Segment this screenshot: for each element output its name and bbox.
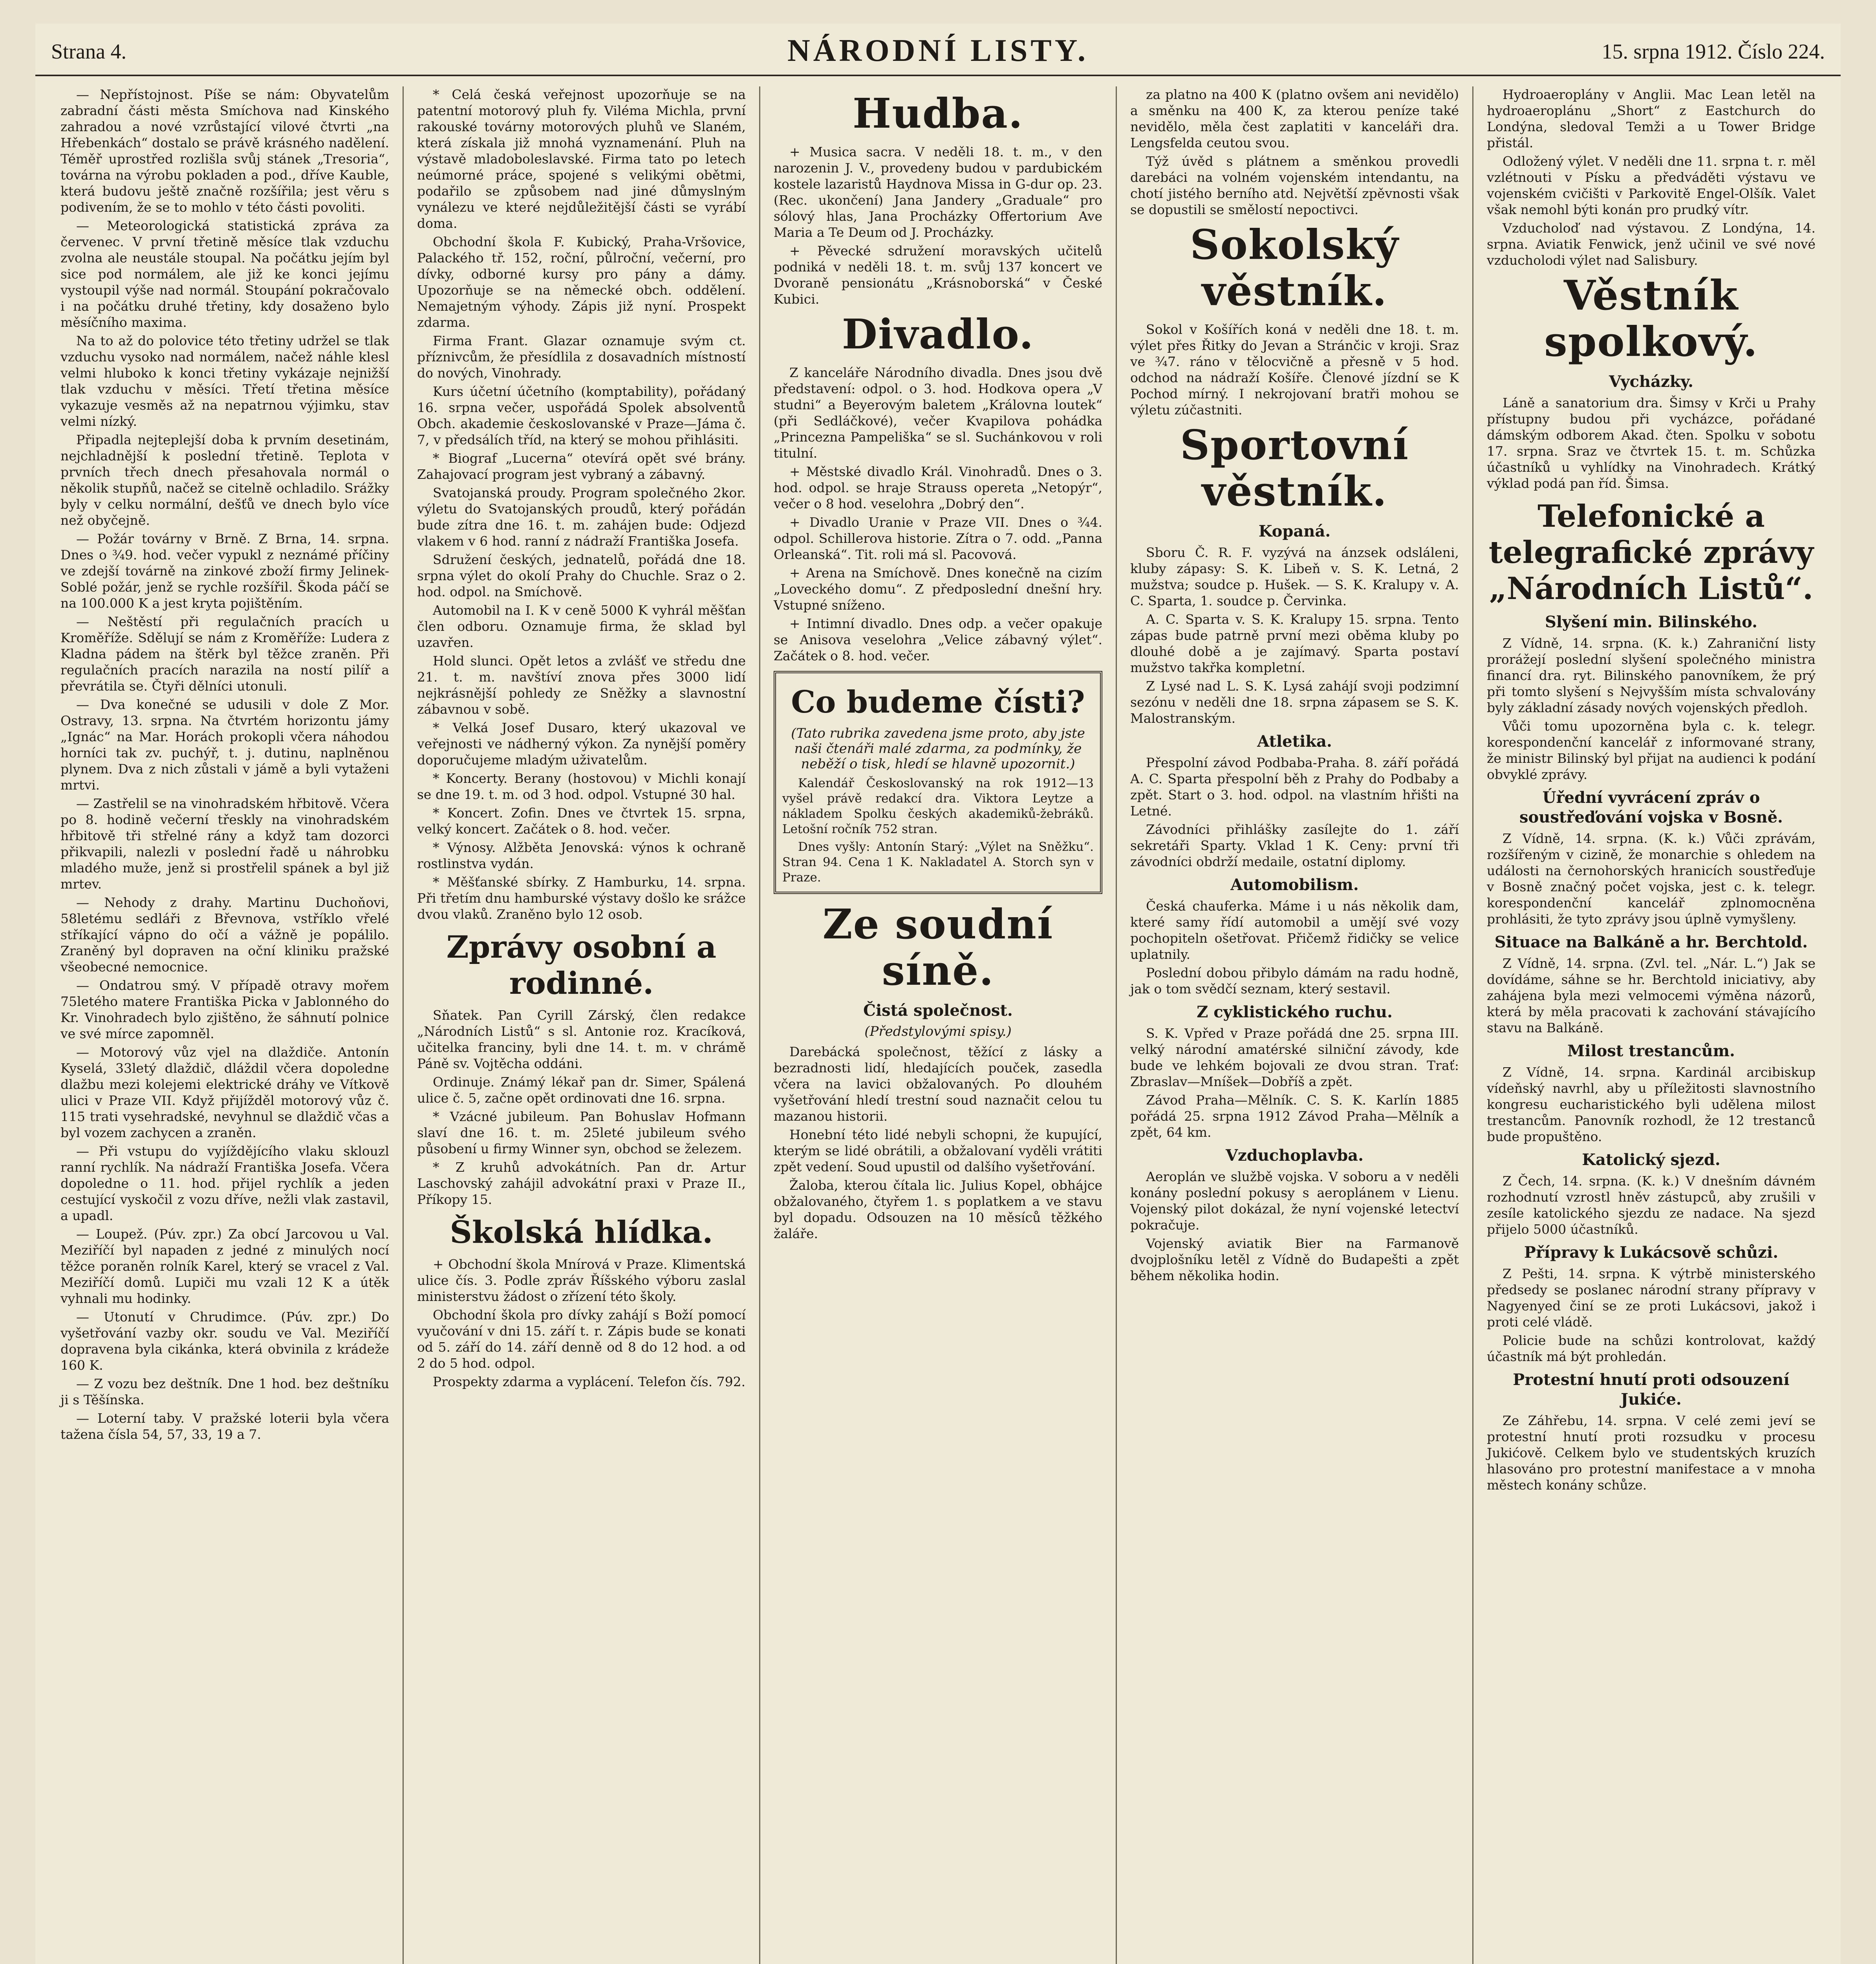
article-paragraph: — Dva konečné se udusili v dole Z Mor. Ostravy, 13. srpna. Na čtvrtém horizontu jámy „Ignác“ na Mar. Horách prokopli včera náhodou horníci tak zv. puchýř, t. j. dutinu, naplněnou plynem. Dva z nich zůstali v jámě a byli vytaženi mrtvi. [60,697,389,793]
article-paragraph: — Při vstupu do vyjíždějícího vlaku sklouzl ranní rychlík. Na nádraží Františka Josefa. Včera dopoledne o 11. hod. přijel rychlík a jeden cestující vyskočil z vozu dříve, nežli vlak zastavil, a upadl. [60,1143,389,1223]
section-heading-reading: Co budeme čísti? [791,684,1085,720]
article-paragraph: Žaloba, kterou čítala lic. Julius Kopel, obhájce obžalovaného, čtyřem 1. s poplatkem a ve stavu byl dopadu. Odsouzen na 10 měsíců těžkého žaláře. [774,1178,1102,1241]
article-paragraph: za platno na 400 K (platno ovšem ani nevidělo) a směnku na 400 K, za kterou peníze také nevidělo, měla čest zaplatiti v kanceláři dra. Lengsfelda ceutou svou. [1130,87,1459,150]
court-subnote: (Předstylovými spisy.) [864,1024,1012,1039]
article-paragraph: Ze Záhřebu, 14. srpna. V celé zemi jeví se protestní hnutí proti rozsudku v procesu Jukićově. Celkem bylo ve studentských kruzích hlasováno pro protestní manifestace a v mnoha městech konány schůze. [1487,1413,1816,1493]
reading-box [774,671,1102,894]
telegraph-sub-2: Úřední vyvrácení zpráv o soustřeďování vojska v Bosně. [1519,788,1783,826]
article-paragraph: Přespolní závod Podbaba-Praha. 8. září pořádá A. C. Sparta přespolní běh z Prahy do Podbaby a zpět. Start o 3. hod. odpol. na vlastním hřišti na Letné. [1130,755,1459,819]
section-heading-court: Ze soudní síně. [822,900,1054,995]
telegraph-sub-3: Situace na Balkáně a hr. Berchtold. [1494,933,1808,951]
article-paragraph: — Zastřelil se na vinohradském hřbitově. Včera po 8. hodině večerní třeskly na vinohradském hřbitově tři střelné rány a když tam dozorci přikvapili, nalezli v poslední řadě u náhrobku mladého muže, jenž si prostřelil spánek a byl již mrtev. [60,796,389,892]
column-1 [47,86,404,1964]
article-paragraph: * Koncert. Zofin. Dnes ve čtvrtek 15. srpna, velký koncert. Začátek o 8. hod. večer. [417,805,746,837]
article-paragraph: Sboru Č. R. F. vyzývá na ánzsek odsláleni, kluby zápasy: S. K. Libeň v. S. K. Letná, 2 mužstva; soudce p. Hušek. — S. K. Kralupy v. A. C. Sparta, 1. soudce p. Červinka. [1130,545,1459,608]
article-paragraph: Sdružení českých, jednatelů, pořádá dne 18. srpna výlet do okolí Prahy do Chuchle. Sraz o 2. hod. odpol. na Smíchově. [417,552,746,599]
article-paragraph: Automobil na I. K v ceně 5000 K vyhrál měšťan člen odboru. Oznamuje firma, že sklad byl uzavřen. [417,603,746,650]
sport-athletics: Atletika. [1257,732,1332,751]
article-paragraph: Láně a sanatorium dra. Šimsy v Krči u Prahy přístupny budou při vycházce, pořádané dámským odborem Akad. čten. Spolku v sobotu 17. srpna. Sraz ve čtvrtek 15. t. m. Schůzka účastníků u vyhlídky na Vinohradech. Krátký výklad podá pan říd. Šimsa. [1487,395,1816,491]
telegraph-sub-6: Přípravy k Lukácsově schůzi. [1524,1243,1779,1262]
telegraph-sub-7: Protestní hnutí proti odsouzení Jukiće. [1513,1370,1790,1409]
article-paragraph: * Z kruhů advokátních. Pan dr. Artur Laschovský zahájil advokátní praxi v Praze II., Příkopy 15. [417,1160,746,1207]
column-3 [760,86,1117,1964]
article-paragraph: + Musica sacra. V neděli 18. t. m., v den narozenin J. V., provedeny budou v pardubickém kostele lazaristů Haydnova Missa in G-dur op. 23. (Rec. ukončení) Jana Jandery „Graduale“ pro sólový hlas, Jana Procházky Offertorium Ave Maria a Te Deum od J. Procházky. [774,144,1102,240]
article-paragraph: + Obchodní škola Mnírová v Praze. Klimentská ulice čís. 3. Podle zpráv Říšského výboru zaslal ministerstvu žádost o zřízení této školy. [417,1257,746,1304]
section-heading-theatre: Divadlo. [842,310,1034,358]
article-paragraph: Obchodní škola pro dívky zahájí s Boží pomocí vyučování v dni 15. září t. r. Zápis bude se konati od 5. září do 14. září denně od 8 do 12 hod. a od 2 do 5 hod. odpol. [417,1307,746,1371]
article-paragraph: — Utonutí v Chrudimce. (Púv. zpr.) Do vyšetřování vazby okr. soudu ve Val. Meziříčí dopravena byla cikánka, která obvinila z krádeže 160 K. [60,1309,389,1373]
article-paragraph: + Intimní divadlo. Dnes odp. a večer opakuje se Anisova veselohra „Velice zábavný výlet“. Začátek o 8. hod. večer. [774,616,1102,663]
article-paragraph: Týž úvěd s plátnem a směnkou provedli darebáci na volném vojenském intendantu, na chotí jistého berního atd. Největší zpěvnosti však se dopustili se smělostí nepoctivci. [1130,154,1459,217]
article-paragraph: Sokol v Košířích koná v neděli dne 18. t. m. výlet přes Řitky do Jevan a Stránčic v kroji. Sraz ve ¾7. ráno v tělocvičně a přesně v 5 hod. odchod na nádraží Košíře. Členové jízdní se K Pochod mírný. I nekrojovaní bratři mohou se výletu zúčastniti. [1130,322,1459,418]
article-paragraph: — Neštěstí při regulačních pracích u Kroměříže. Sdělují se nám z Kroměříže: Ludera z Kladna pádem na štěrk byl těžce zraněn. Při regulačních pracích narazila na ností pilíř a převrátila se. Čtyři dělníci utonuli. [60,614,389,694]
article-paragraph: Dnes vyšly: Antonín Starý: „Výlet na Sněžku“. Stran 94. Cena 1 K. Nakladatel A. Storch syn v Praze. [782,840,1094,885]
article-paragraph: Z Vídně, 14. srpna. (K. k.) Vůči zprávám, rozšířeným v cizině, že monarchie s ohledem na události na černohorských hranicích soustřeďuje v Bosně značný počet vojska, jest c. k. telegr. korespondenční kancelář zplnomocněna prohlásiti, že tyto zprávy jsou úplně vymyšleny. [1487,831,1816,927]
column-4 [1117,86,1473,1964]
article-paragraph: Z Vídně, 14. srpna. (K. k.) Zahraniční listy prorážejí poslední slyšení společného ministra financí dra. ryt. Bilinského panovníkem, že prý při tomto slyšení s Nejvyšším místa schvalovány byly základní zásady nových vojenských předloh. [1487,636,1816,715]
article-paragraph: Firma Frant. Glazar oznamuje svým ct. příznivcům, že přesídlila z dosavadních místností do nových, Vinohrady. [417,333,746,381]
article-paragraph: Darebácká společnost, těžící z lásky a bezradnosti lidí, hledajících pouček, zasedla včera na lavici obžalovaných. Po dlouhém vyšetřování hledí trestní soud naznačit celou tu mazanou historii. [774,1044,1102,1124]
columns [47,86,1829,1964]
article-paragraph: Z kanceláře Národního divadla. Dnes jsou dvě představení: odpol. o 3. hod. Hodkova opera „V studni“ a Beyerovým baletem „Královna loutek“ (při Sedláčkové), večer Kvapilova pohádka „Princezna Pampeliška“ se sl. Suchánkovou v roli titulní. [774,365,1102,461]
article-paragraph: Prospekty zdarma a vyplácení. Telefon čís. 792. [433,1374,746,1389]
column-5 [1473,86,1829,1964]
reading-note: (Tato rubrika zavedena jsme proto, aby jste naši čtenáři malé zdarma, za podmínky, že neběží o tisk, hledí se hlavně upozornit.) [791,726,1085,772]
masthead-title: NÁRODNÍ LISTY. [787,33,1089,68]
article-paragraph: * Celá česká veřejnost upozorňuje se na patentní motorový pluh fy. Viléma Michla, první rakouské továrny motorových pluhů ve Slaném, která získala již mnohá vyznamenání. Pluh na výstavě mladoboleslavské. Firma tato po letech neúmorné práce, spojené s velikými obětmi, podařilo se způsobem nad jiné důmyslným vynálezu ve které nejdůležitější části se vyrábí doma. [417,87,746,231]
article-paragraph: — Loterní taby. V pražské loterii byla včera tažena čísla 54, 57, 33, 19 a 7. [60,1411,389,1442]
telegraph-sub-5: Katolický sjezd. [1582,1151,1720,1169]
article-paragraph: Ordinuje. Známý lékař pan dr. Simer, Spálená ulice č. 5, začne opět ordinovati dne 16. srpna. [417,1074,746,1106]
article-paragraph: Policie bude na schůzi kontrolovat, každý účastník má být prohledán. [1487,1333,1816,1364]
sport-aviation: Vzduchoplavba. [1225,1146,1364,1165]
article-paragraph: + Divadlo Uranie v Praze VII. Dnes o ¾4. odpol. Schillerova historie. Zítra o 7. odd. „Panna Orleanská“. Tit. roli má sl. Pacovová. [774,515,1102,562]
article-paragraph: Vůči tomu upozorněna byla c. k. telegr. korespondenční kancelář z informované strany, že ministr Bilinský byl přijat na audienci k podání obvyklé zprávy. [1487,718,1816,782]
article-paragraph: Honební této lidé nebyli schopni, že kupující, kterým se lidé obrátili, a obžalovaní vyděli vrátiti zpět vedení. Soud upustil od dalšího vyšetřování. [774,1127,1102,1174]
article-paragraph: Závod Praha—Mělník. C. S. K. Karlín 1885 pořádá 25. srpna 1912 Závod Praha—Mělník a zpět, 64 km. [1130,1092,1459,1140]
article-paragraph: S. K. Vpřed v Praze pořádá dne 25. srpna III. velký národní amatérské silniční závody, kde bude ve lehkém bojovali ze dvou stran. Trať: Zbraslav—Mníšek—Dobříš a zpět. [1130,1026,1459,1089]
article-paragraph: — Motorový vůz vjel na dlaždiče. Antonín Kyselá, 33letý dlaždič, dláždil včera dopoledne dlažbu mezi kolejemi elektrické dráhy ve Vítkově ulici v Praze VII. Když přijížděl motorový vůz č. 115 trati vysehradské, nevyhnul se dlaždič včas a byl vozem zachycen a zraněn. [60,1044,389,1140]
article-paragraph: + Pěvecké sdružení moravských učitelů podniká v neděli 18. t. m. svůj 137 koncert ve Dvoraně pensionátu „Krásnoborská“ v České Kubici. [774,243,1102,307]
article-paragraph: * Velká Josef Dusaro, který ukazoval ve veřejnosti ve nádherný výkon. Za nynější poměry doporučujeme mladým uživatelům. [417,720,746,768]
sport-football: Kopaná. [1258,522,1331,540]
article-paragraph: Z Lysé nad L. S. K. Lysá zahájí svoji podzimní sezónu v neděli dne 18. srpna zápasem se S. K. Malostranským. [1130,678,1459,726]
newspaper-page [35,24,1841,1964]
section-heading-telegraph: Telefonické a telegrafické zprávy „Národních Listů“. [1488,498,1814,606]
section-heading-school: Školská hlídka. [450,1215,713,1250]
article-paragraph: Svatojanská proudy. Program společného 2kor. výletu do Svatojanských proudů, který pořádán bude zítra dne 16. t. m. zahájen bude: Odjezd vlakem v 6 hod. ranní z nádraží Františka Josefa. [417,485,746,549]
page-header [35,24,1841,76]
clubs-sub: Vycházky. [1609,372,1694,391]
article-paragraph: — Ondatrou smý. V případě otravy mořem 75letého matere Františka Picka v Jablonného do Kr. Vinohradech bylo zjištěno, že sáhnutí polnice ve své mírce zapomněl. [60,978,389,1041]
article-paragraph: Poslední dobou přibylo dámám na radu hodně, jak o tom svědčí seznam, který sestavil. [1130,965,1459,997]
sport-cycling: Z cyklistického ruchu. [1197,1003,1393,1021]
article-paragraph: + Arena na Smíchově. Dnes konečně na cizím „Loveckého domu“. Z předposlední dnešní hry. Vstupné sníženo. [774,565,1102,613]
article-paragraph: — Nepřístojnost. Píše se nám: Obyvatelům zabradní části města Smíchova nad Kinského zahradou a nové vzrůstající vilové čtvrti „na Hřebenkách“ dostalo se právě krásného nadělení. Téměř uprostřed rozlišla svůj stánek „Tresoria“, továrna na výrobu pokladen a pod., dříve Kauble, která budovu ještě značně rozšířila; jest věru s podivením, že se to mohlo v této části povoliti. [60,87,389,215]
court-subheading: Čistá společnost. [863,1001,1013,1020]
article-paragraph: Závodníci přihlášky zasílejte do 1. září sekretáři Sparty. Vklad 1 K. Ceny: první tři závodníci obdrží medaile, ostatní diplomy. [1130,822,1459,869]
sport-automobilism: Automobilism. [1230,876,1359,894]
article-paragraph: * Výnosy. Alžběta Jenovská: výnos k ochraně rostlinstva vydán. [417,840,746,871]
article-paragraph: Hold slunci. Opět letos a zvlášť ve středu dne 21. t. m. navštíví znova přes 3000 lidí nejkrásnější pohledy ze Sněžky a slavnostní zábavnou v sobě. [417,653,746,717]
article-paragraph: * Vzácné jubileum. Pan Bohuslav Hofmann slaví dne 16. t. m. 25leté jubileum svého působení u firmy Winner syn, obchod se železem. [417,1109,746,1156]
article-paragraph: * Biograf „Lucerna“ otevírá opět své brány. Zahajovací program jest vybraný a zábavný. [417,451,746,482]
section-heading-sport: Sportovní věstník. [1180,421,1409,515]
section-heading-sokol: Sokolský věstník. [1190,220,1399,315]
article-paragraph: Hydroaeroplány v Anglii. Mac Lean letěl na hydroaeroplánu „Short“ z Eastchurch do Londýna, sledoval Temži a u Tower Bridge přistál. [1487,87,1816,150]
article-paragraph: Aeroplán ve službě vojska. V soboru a v neděli konány poslední pokusy s aeroplánem v Lienu. Vojenský pilot dokázal, že nyní vojenské letectví pokračuje. [1130,1169,1459,1233]
article-paragraph: + Městské divadlo Král. Vinohradů. Dnes o 3. hod. odpol. se hraje Strauss opereta „Netopýr“, večer o 8 hod. veselohra „Dobrý den“. [774,464,1102,511]
article-paragraph: A. C. Sparta v. S. K. Kralupy 15. srpna. Tento zápas bude patrně první mezi oběma kluby po dlouhé době a je zajímavý. Sparta postaví mužstvo takřka kompletní. [1130,612,1459,675]
column-2 [404,86,760,1964]
article-paragraph: — Meteorologická statistická zpráva za červenec. V první třetině měsíce tlak vzduchu zvolna ale neustále stoupal. Na počátku jejím byl sice pod normálem, ale již ke konci jejímu vystoupil výše nad normál. Stoupání pokračovalo i na počátku druhé třetiny, kdy dosaženo bylo měsíčního maxima. [60,218,389,330]
article-paragraph: Vojenský aviatik Bier na Farmanově dvojplošníku letěl z Vídně do Budapešti a zpět během několika hodin. [1130,1236,1459,1283]
article-paragraph: — Nehody z drahy. Martinu Duchoňovi, 58letému sedláři z Břevnova, vstříklo vřelé stříkající vápno do očí a vážně je popálilo. Zraněný byl dopraven na oční kliniku pražské všeobecné nemocnice. [60,895,389,975]
article-paragraph: Kalendář Českoslovanský na rok 1912—13 vyšel právě redakcí dra. Viktora Leytze a nákladem Spolku českých akademiků-žebráků. Letošní ročník 752 stran. [782,776,1094,836]
article-paragraph: Sňatek. Pan Cyrill Zárský, člen redakce „Národních Listů“ s sl. Antonie roz. Kracíková, učitelka franciny, byli dne 14. t. m. v chrámě Páně sv. Vojtěcha oddáni. [417,1008,746,1071]
article-paragraph: Kurs účetní účetního (komptability), pořádaný 16. srpna večer, uspořádá Spolek absolventů Obch. akademie českoslovanské v Praze—Jáma č. 7, v předsálích tříd, na který se mohou přihlásiti. [417,384,746,447]
page-number: Strana 4. [51,40,126,63]
article-paragraph: * Koncerty. Berany (hostovou) v Michli konají se dne 19. t. m. od 3 hod. odpol. Vstupné 30 hal. [417,771,746,802]
article-paragraph: Česká chauferka. Máme i u nás několik dam, které samy řídí automobil a umějí své vozy pochopiteln ošetřovat. Přičemž řidičky se velice uplatnily. [1130,898,1459,962]
article-paragraph: — Loupež. (Púv. zpr.) Za obcí Jarcovou u Val. Meziříčí byl napaden z jedné z minulých nocí těžce poraněn rolník Karel, který se vracel z Val. Meziříčí domů. Lupiči mu vzali 12 K a útěk vyhnali mu hodinky. [60,1226,389,1306]
section-heading-clubs: Věstník spolkový. [1544,271,1758,366]
article-paragraph: Z Vídně, 14. srpna. Kardinál arcibiskup vídeňský navrhl, aby u příležitosti slavnostního kongresu eucharistického byli udělena milost trestancům. Panovník rozhodl, že 12 trestanců bude propuštěno. [1487,1064,1816,1144]
article-paragraph: * Měšťanské sbírky. Z Hamburku, 14. srpna. Při třetím dnu hamburské výstavy došlo ke srážce dvou vlaků. Zraněno bylo 12 osob. [417,874,746,922]
article-paragraph: — Požár továrny v Brně. Z Brna, 14. srpna. Dnes o ¾9. hod. večer vypukl z neznámé příčiny ve zdejší továrně na zinkové zboží firmy Jelinek-Soblé požár, jenž se rychle rozšířil. Škoda páčí se na 100.000 K a jest kryta pojištěním. [60,531,389,611]
article-paragraph: Obchodní škola F. Kubický, Praha-Vršovice, Palackého tř. 152, roční, půlroční, večerní, pro dívky, odborné kursy pro pány a dámy. Upozorňuje se na německé obch. oddělení. Nemajetným výhody. Zápis již nyní. Prospekt zdarma. [417,234,746,330]
article-paragraph: Připadla nejteplejší doba k prvním desetinám, nejchladnější k poslední třetině. Teplota v prvních třech dnech přesahovala normál o několik stupňů, načež se citelně ochladilo. Srážky byly v celku normální, dešťů ve dnech bylo více než obyčejně. [60,432,389,528]
article-paragraph: Na to až do polovice této třetiny udržel se tlak vzduchu vysoko nad normálem, načež náhle klesl velmi hluboko k konci třetiny vykázaje nejnižší tlak vzduchu v měsíci. Třetí třetina měsíce vykazuje vesměs až na nepatrnou výjimku, stav velmi nízký. [60,333,389,429]
telegraph-sub-1: Slyšení min. Bilinského. [1545,613,1758,631]
telegraph-sub-4: Milost trestancům. [1567,1042,1735,1060]
article-paragraph: — Z vozu bez deštník. Dne 1 hod. bez deštníku ji s Těšínska. [60,1376,389,1407]
article-paragraph: Odložený výlet. V neděli dne 11. srpna t. r. měl vzlétnouti v Písku a předváděti výstavu ve vojenském cvičišti v Parkovitě Engel-Olšík. Valet však nemohl býti konán pro prudký vítr. [1487,154,1816,217]
section-heading-personal: Zprávy osobní a rodinné. [446,929,717,1001]
article-paragraph: Z Vídně, 14. srpna. (Zvl. tel. „Nár. L.“) Jak se dovídáme, sáhne se hr. Berchtold iniciativy, aby zahájena byla mezi velmocemi výměna názorů, která by měla pracovati k zachování stávajícího stavu na Balkáně. [1487,956,1816,1035]
article-paragraph: Vzducholoď nad výstavou. Z Londýna, 14. srpna. Aviatik Fenwick, jenž učinil ve své nové vzducholodi výlet nad Salisbury. [1487,220,1816,268]
article-paragraph: Z Pešti, 14. srpna. K výtrbě ministerského předsedy se poslanec národní strany přípravy v Nagyenyed činí se ze proti Lukácsovi, jakož i proti celé vládě. [1487,1266,1816,1330]
section-heading-music: Hudba. [853,89,1023,137]
issue-date: 15. srpna 1912. Číslo 224. [1601,40,1825,63]
article-paragraph: Z Čech, 14. srpna. (K. k.) V dnešním dávném rozhodnutí vzrostl hněv zástupců, aby zrušili v zesíle katolického sjezdu ze nadace. Na sjezd přijelo 5000 účastníků. [1487,1173,1816,1237]
